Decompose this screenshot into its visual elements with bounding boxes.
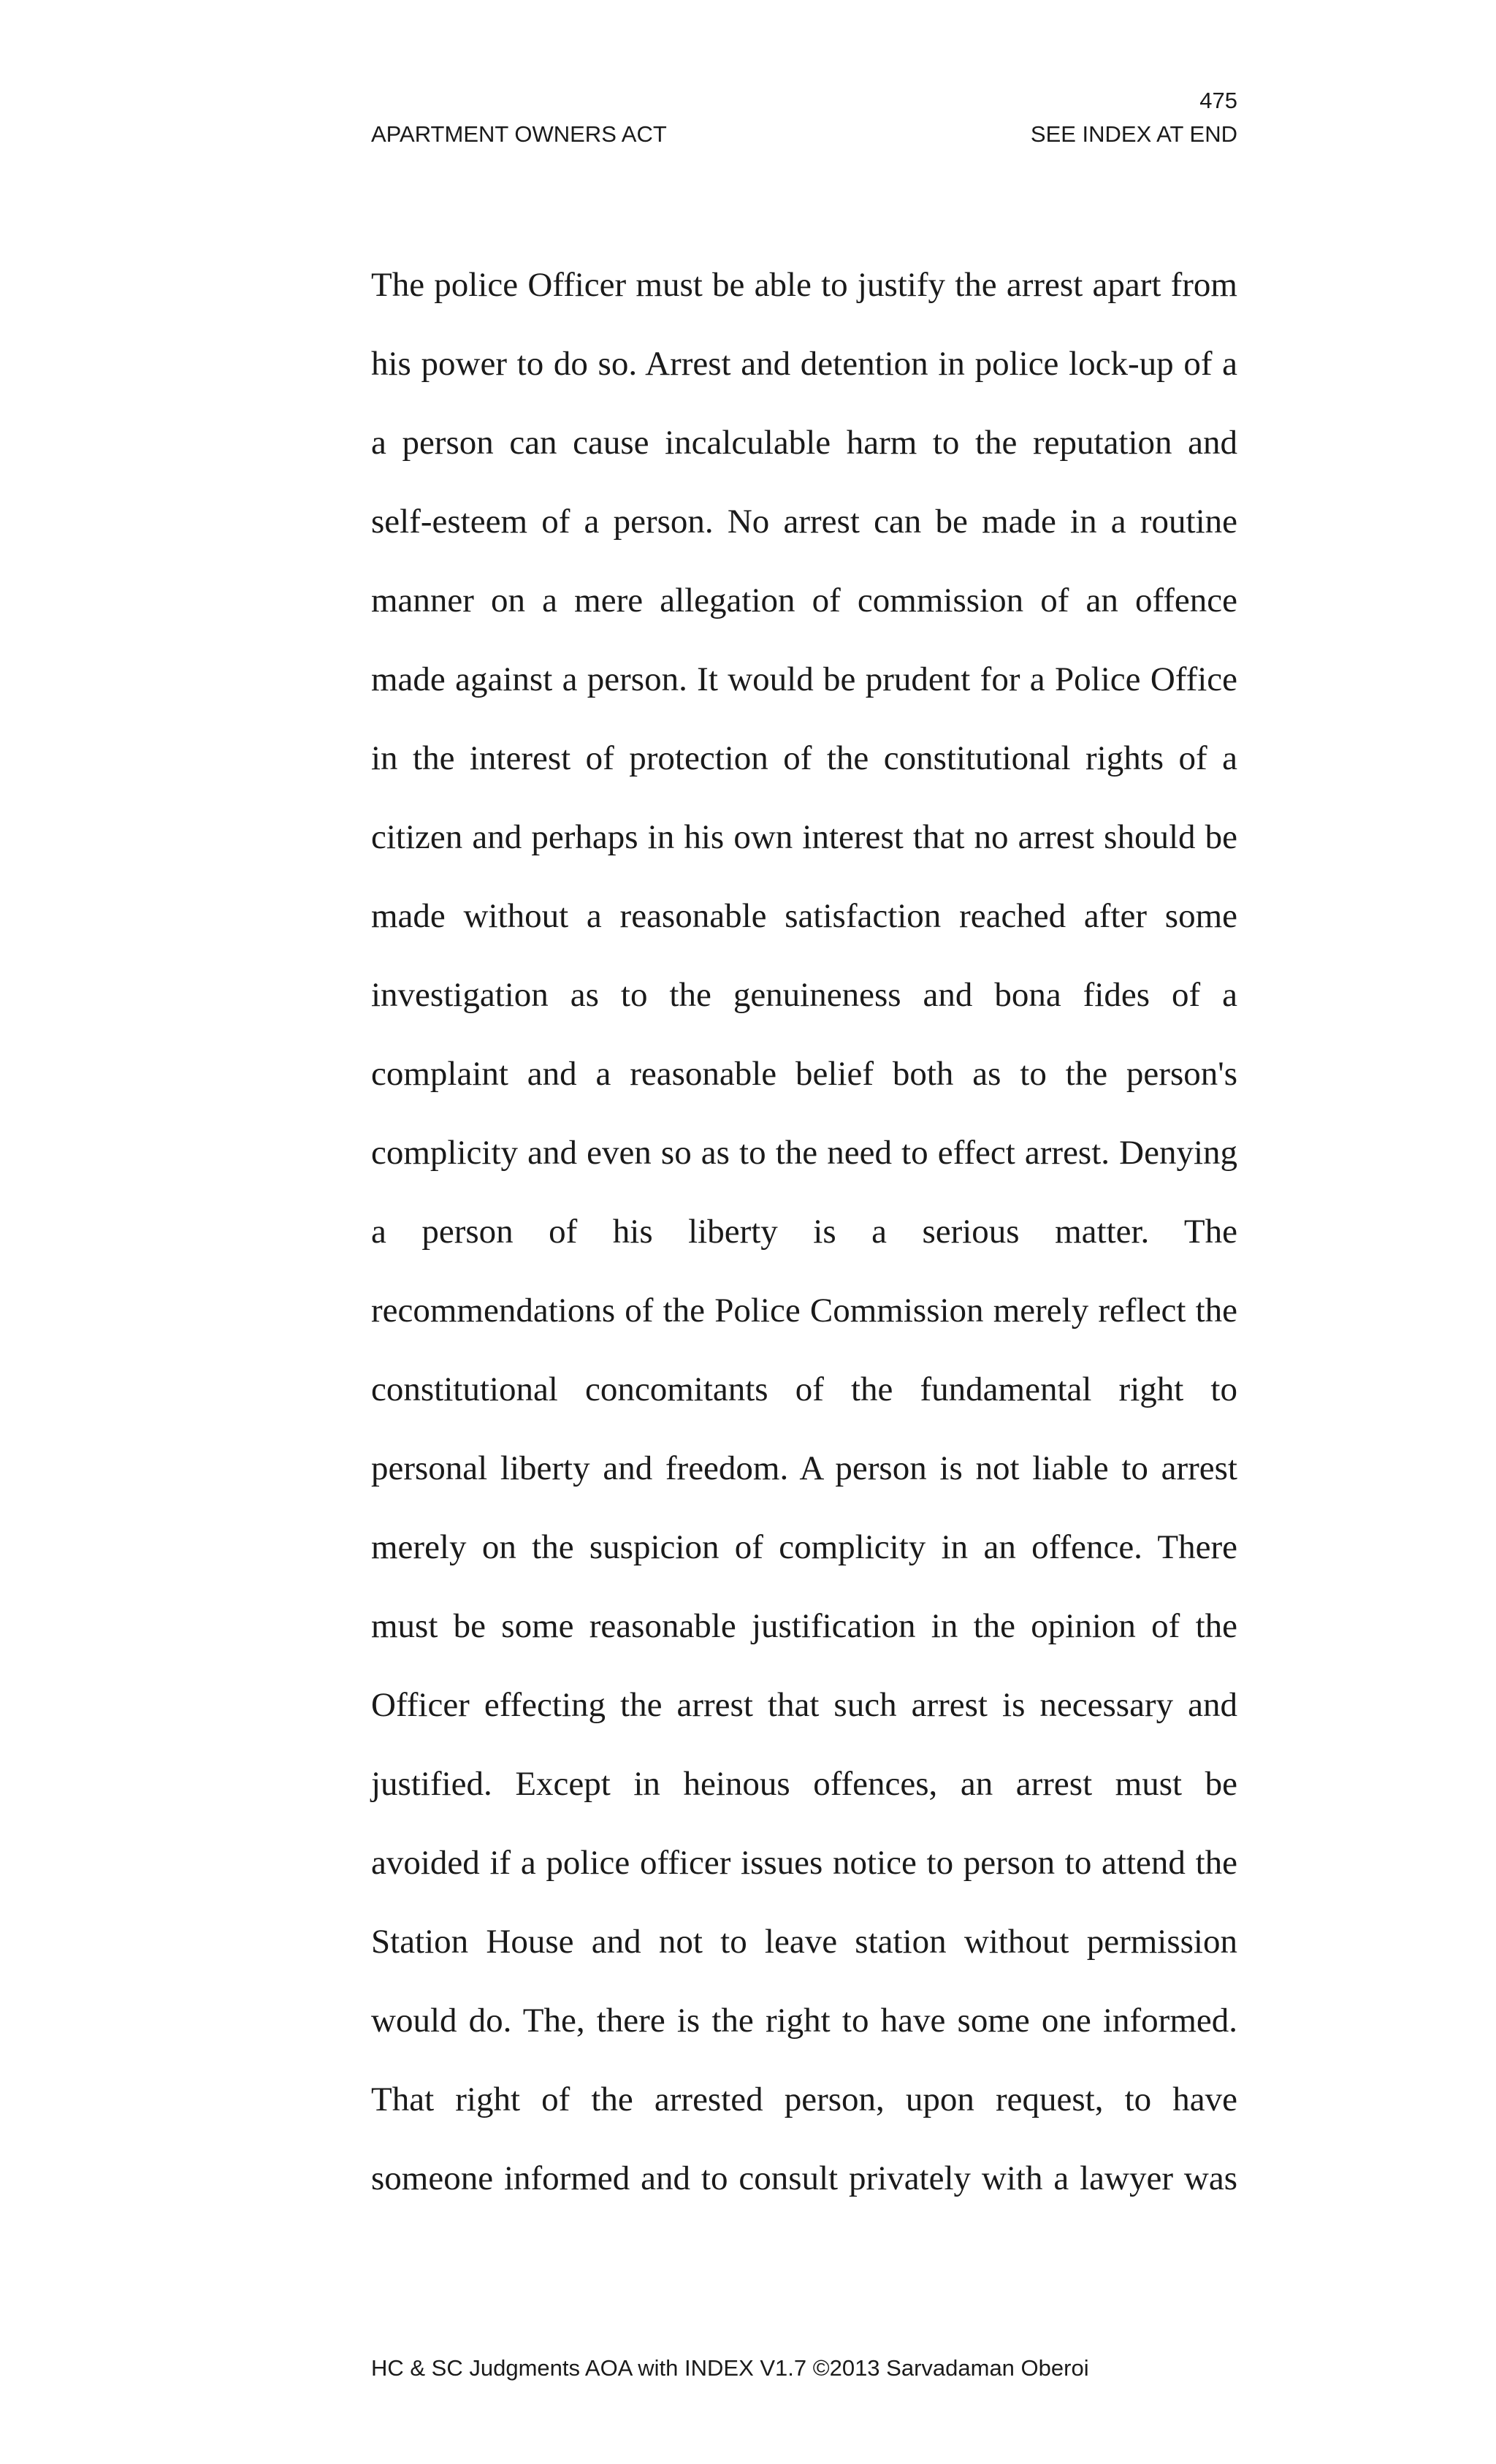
body-line: a person can cause incalculable harm to the reputation and [371, 424, 1237, 462]
body-line: Officer effecting the arrest that such arrest is necessary and [371, 1686, 1237, 1724]
body-line: made without a reasonable satisfaction reached after some [371, 897, 1237, 935]
body-line: merely on the suspicion of complicity in an offence. There [371, 1528, 1237, 1566]
body-line: must be some reasonable justification in the opinion of the [371, 1607, 1237, 1645]
body-line: would do. The, there is the right to have some one informed. [371, 2002, 1237, 2040]
body-line: That right of the arrested person, upon request, to have [371, 2080, 1237, 2118]
body-line: complicity and even so as to the need to effect arrest. Denying [371, 1134, 1237, 1172]
body-paragraph [371, 259, 1237, 2232]
body-line: complaint and a reasonable belief both as to the person's [371, 1055, 1237, 1093]
body-line: constitutional concomitants of the fundamental right to [371, 1370, 1237, 1408]
page-number: 475 [1199, 88, 1237, 113]
body-line: justified. Except in heinous offences, an arrest must be [371, 1765, 1237, 1803]
body-line: avoided if a police officer issues notice to person to attend the [371, 1844, 1237, 1882]
body-line: someone informed and to consult privately with a lawyer was [371, 2159, 1237, 2197]
body-line: citizen and perhaps in his own interest that no arrest should be [371, 818, 1237, 856]
body-line: in the interest of protection of the constitutional rights of a [371, 739, 1237, 777]
body-line: The police Officer must be able to justify the arrest apart from [371, 266, 1237, 304]
body-line: a person of his liberty is a serious matter. The [371, 1213, 1237, 1251]
body-line: personal liberty and freedom. A person is not liable to arrest [371, 1449, 1237, 1487]
body-line: self-esteem of a person. No arrest can be made in a routine [371, 503, 1237, 541]
running-header-index-note: SEE INDEX AT END [1030, 121, 1237, 147]
body-line: his power to do so. Arrest and detention in police lock-up of a [371, 345, 1237, 383]
running-header-title: APARTMENT OWNERS ACT [371, 121, 667, 147]
body-line: made against a person. It would be prudent for a Police Office [371, 660, 1237, 698]
body-line: recommendations of the Police Commission merely reflect the [371, 1292, 1237, 1330]
body-line: investigation as to the genuineness and bona fides of a [371, 976, 1237, 1014]
page-footer: HC & SC Judgments AOA with INDEX V1.7 ©2013 Sarvadaman Oberoi [371, 2355, 1089, 2381]
body-line: Station House and not to leave station without permission [371, 1923, 1237, 1961]
body-line: manner on a mere allegation of commission of an offence [371, 581, 1237, 619]
